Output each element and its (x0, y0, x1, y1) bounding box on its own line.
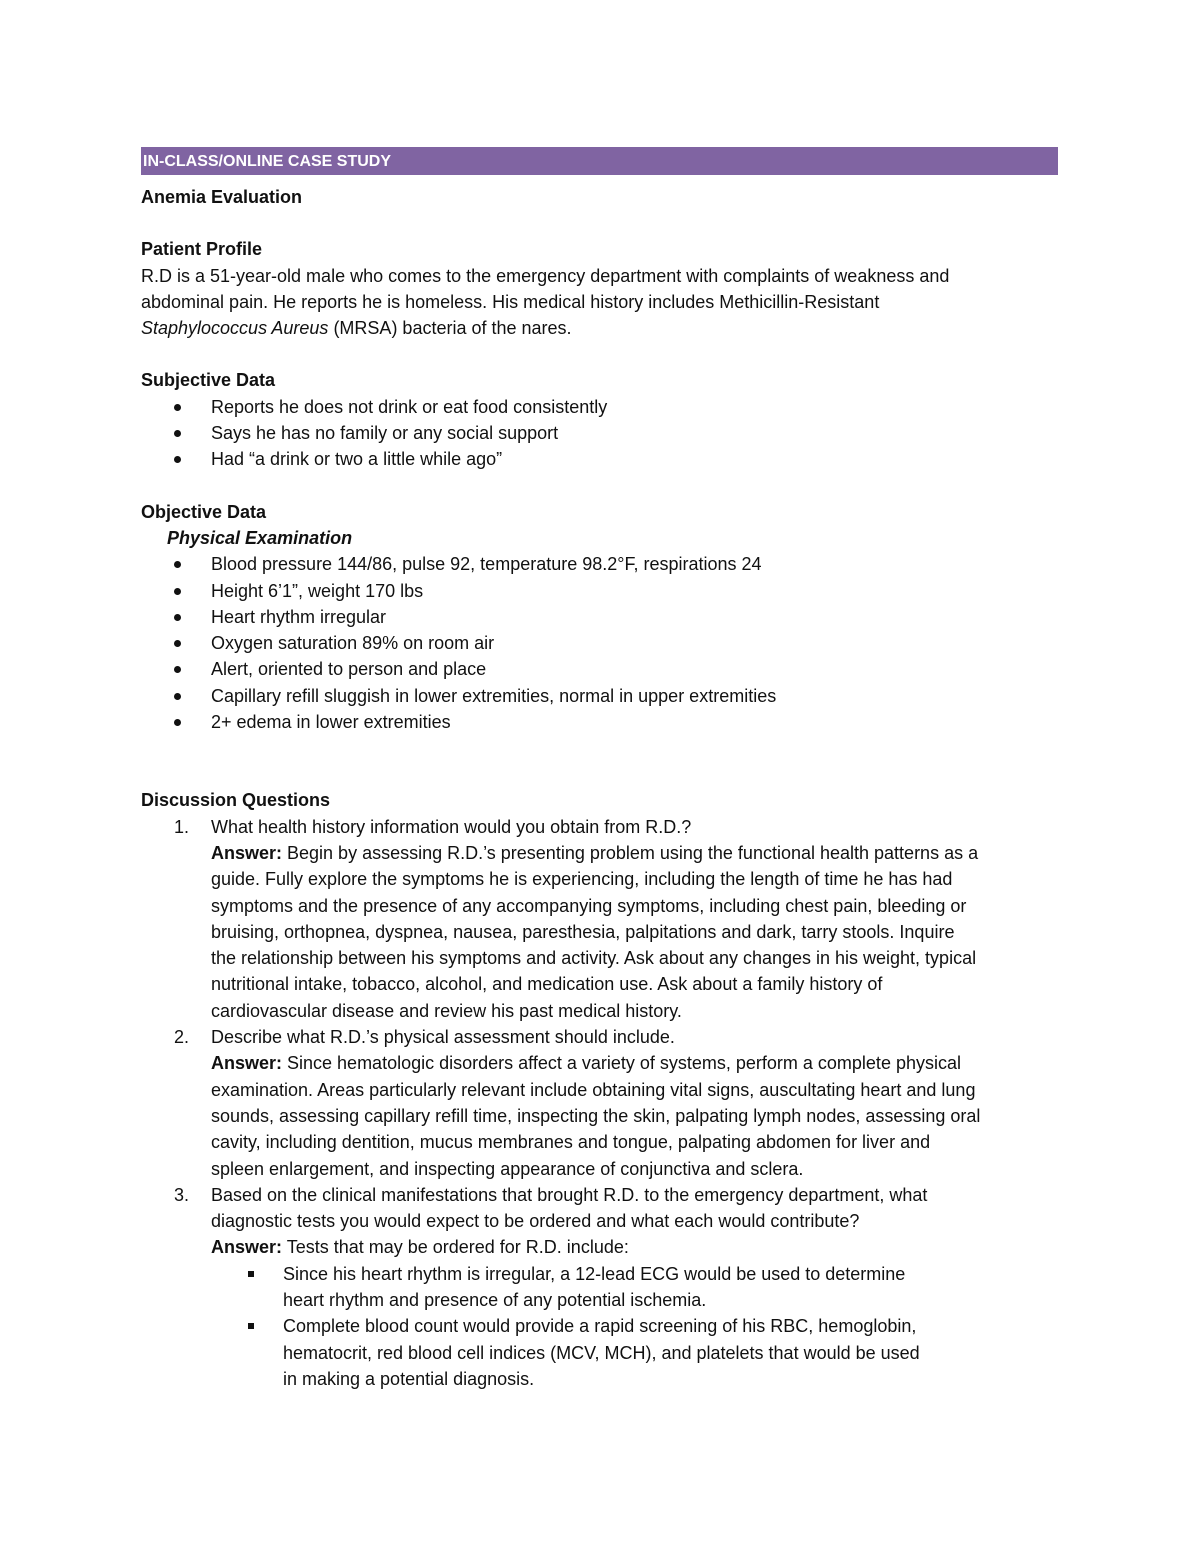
bullet-icon (174, 666, 181, 673)
objective-heading: Objective Data (141, 501, 267, 522)
square-bullet-icon (248, 1271, 254, 1277)
answer-line: nutritional intake, tobacco, alcohol, and medication use. Ask about a family history of (211, 974, 883, 995)
answer-line (211, 1050, 1061, 1076)
list-item-text: Capillary refill sluggish in lower extremities, normal in upper extremities (211, 685, 777, 706)
list-item-text: Oxygen saturation 89% on room air (211, 633, 495, 654)
list-item-text: heart rhythm and presence of any potential ischemia. (283, 1289, 707, 1310)
answer-line (211, 1234, 1061, 1260)
objective-list (141, 551, 1061, 735)
list-item-text: Says he has no family or any social support (211, 423, 559, 444)
list-item (141, 446, 1061, 472)
list-item-text: Complete blood count would provide a rapid screening of his RBC, hemoglobin, (283, 1316, 917, 1337)
answer-line: cardiovascular disease and review his past medical history. (211, 1000, 682, 1021)
list-item (141, 578, 1061, 604)
discussion-heading: Discussion Questions (141, 790, 331, 811)
answer-line: examination. Areas particularly relevant include obtaining vital signs, auscultating heart and lung (211, 1079, 976, 1100)
subjective-heading: Subjective Data (141, 370, 276, 391)
bullet-icon (174, 456, 181, 463)
bullet-icon (174, 588, 181, 595)
list-item (141, 1261, 1061, 1314)
list-item (141, 1313, 1061, 1392)
answer-line: symptoms and the presence of any accompanying symptoms, including chest pain, bleeding or (211, 895, 967, 916)
answer-text: Since hematologic disorders affect a variety of systems, perform a complete physical (282, 1053, 961, 1074)
answer-text: Begin by assessing R.D.’s presenting problem using the functional health patterns as a (282, 842, 979, 863)
question-number: 2. (174, 1027, 190, 1048)
list-item (141, 394, 1061, 420)
question-text: diagnostic tests you would expect to be ordered and what each would contribute? (211, 1211, 860, 1232)
question-text: What health history information would you obtain from R.D.? (211, 816, 692, 837)
document-title: Anemia Evaluation (141, 187, 303, 207)
question-number: 3. (174, 1184, 190, 1205)
answer-text: Tests that may be ordered for R.D. include: (282, 1237, 629, 1258)
answer-line: the relationship between his symptoms and activity. Ask about any changes in his weight, typical (211, 948, 977, 969)
bullet-icon (174, 640, 181, 647)
list-item-text: Blood pressure 144/86, pulse 92, temperature 98.2°F, respirations 24 (211, 554, 762, 575)
answer-line: spleen enlargement, and inspecting appearance of conjunctiva and sclera. (211, 1158, 804, 1179)
bullet-icon (174, 561, 181, 568)
question-text: Based on the clinical manifestations that brought R.D. to the emergency department, what (211, 1184, 928, 1205)
list-item-text: Reports he does not drink or eat food consistently (211, 396, 608, 417)
subjective-list (141, 394, 1061, 473)
document-body (141, 184, 1061, 1392)
patient-profile-heading: Patient Profile (141, 239, 263, 260)
patient-profile-line: R.D is a 51-year-old male who comes to the emergency department with complaints of weakness and (141, 265, 950, 286)
physical-exam-subheading: Physical Examination (167, 527, 353, 548)
question-text: Describe what R.D.’s physical assessment should include. (211, 1027, 675, 1048)
bullet-icon (174, 693, 181, 700)
list-item (141, 420, 1061, 446)
list-item (141, 604, 1061, 630)
patient-profile-line-rest: (MRSA) bacteria of the nares. (328, 318, 572, 339)
list-item (141, 551, 1061, 577)
list-item-text: Had “a drink or two a little while ago” (211, 449, 503, 470)
patient-profile-line (141, 315, 1061, 341)
list-item (141, 709, 1061, 735)
discussion-list (141, 814, 1061, 1261)
bullet-icon (174, 719, 181, 726)
answer-label: Answer: (211, 842, 283, 863)
answer-label: Answer: (211, 1053, 283, 1074)
bullet-icon (174, 430, 181, 437)
answer-line (211, 840, 1061, 866)
patient-profile-line: abdominal pain. He reports he is homeless. His medical history includes Methicillin-Resistant (141, 291, 880, 312)
square-bullet-icon (248, 1323, 254, 1329)
question-item (141, 814, 1061, 1024)
answer-label: Answer: (211, 1237, 283, 1258)
answer-line: cavity, including dentition, mucus membranes and tongue, palpating abdomen for liver and (211, 1132, 931, 1153)
tests-list (141, 1261, 1061, 1392)
list-item-text: Heart rhythm irregular (211, 606, 387, 627)
list-item-text: Since his heart rhythm is irregular, a 12-lead ECG would be used to determine (283, 1263, 906, 1284)
question-item (141, 1024, 1061, 1182)
list-item (141, 656, 1061, 682)
answer-line: bruising, orthopnea, dyspnea, nausea, paresthesia, palpitations and dark, tarry stools. Inquire (211, 921, 955, 942)
organism-name: Staphylococcus Aureus (141, 318, 329, 339)
answer-line: guide. Fully explore the symptoms he is experiencing, including the length of time he has had (211, 869, 953, 890)
list-item-text: hematocrit, red blood cell indices (MCV, MCH), and platelets that would be used (283, 1342, 920, 1363)
question-number: 1. (174, 816, 190, 837)
bullet-icon (174, 404, 181, 411)
question-item (141, 1182, 1061, 1261)
section-banner: IN-CLASS/ONLINE CASE STUDY (141, 147, 1058, 175)
list-item-text: Height 6’1”, weight 170 lbs (211, 580, 424, 601)
list-item-text: Alert, oriented to person and place (211, 659, 487, 680)
list-item (141, 630, 1061, 656)
list-item (141, 683, 1061, 709)
bullet-icon (174, 614, 181, 621)
list-item-text: in making a potential diagnosis. (283, 1368, 535, 1389)
list-item-text: 2+ edema in lower extremities (211, 712, 451, 733)
answer-line: sounds, assessing capillary refill time, inspecting the skin, palpating lymph nodes, assessing oral (211, 1105, 981, 1126)
